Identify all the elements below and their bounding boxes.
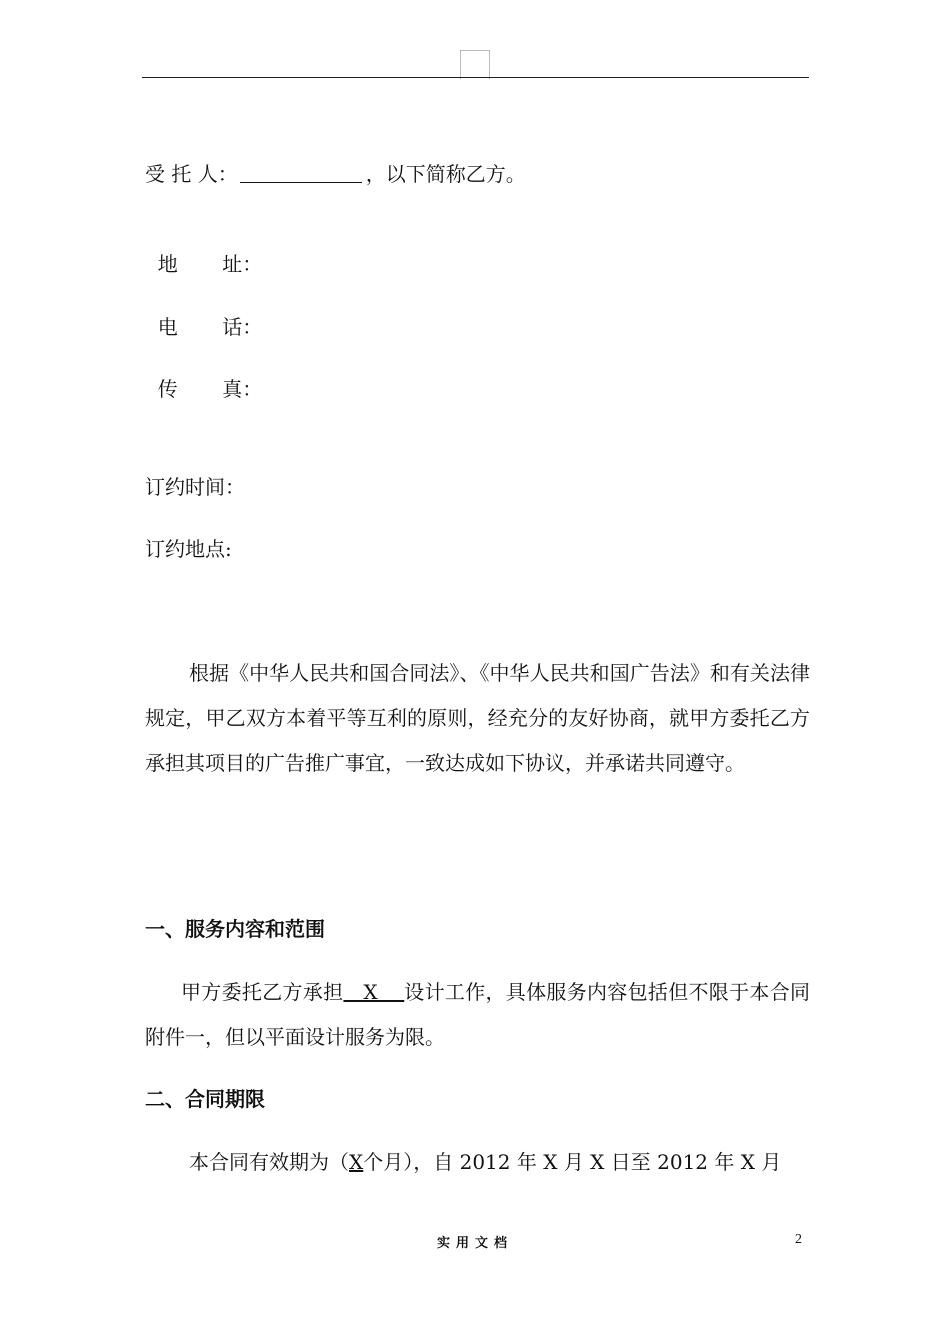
section1-blank: X <box>343 980 405 1004</box>
section1-paragraph <box>145 970 810 1060</box>
trustee-line <box>145 160 526 188</box>
sign-place-label: 订约地点: <box>145 537 232 561</box>
sign-time-label: 订约时间： <box>145 475 245 499</box>
section1-title: 一、服务内容和范围 <box>145 917 325 941</box>
section2-blank: X <box>349 1150 364 1174</box>
header-rule <box>142 77 809 78</box>
phone-line <box>145 285 262 341</box>
section1-text-after: 设计工作，具体服务内容包括但不限于本合同附件一，但以平面设计服务为限。 <box>145 980 811 1049</box>
trustee-label: 受 托 人： <box>145 162 238 186</box>
trustee-blank[interactable] <box>240 162 362 183</box>
fax-line <box>145 347 262 403</box>
section1-text-before: 甲方委托乙方承担 <box>181 980 344 1004</box>
section2-text-after: 个月），自 2012 年 X 月 X 日至 2012 年 X 月 <box>363 1150 782 1174</box>
section2-title: 二、合同期限 <box>145 1087 265 1111</box>
address-line <box>145 222 262 278</box>
fax-label: 传 真： <box>157 377 263 401</box>
trustee-suffix: ，以下简称乙方。 <box>365 162 526 186</box>
sign-time-line <box>145 473 245 501</box>
page-number: 2 <box>795 1232 802 1247</box>
address-label: 地 址： <box>157 252 263 276</box>
intro-paragraph: 根据《中华人民共和国合同法》、《中华人民共和国广告法》和有关法律规定，甲乙双方本着平等互利的原则，经充分的友好协商，就甲方委托乙方承担其项目的广告推广事宜，一致达成如下协议，并承诺共同遵守。 <box>145 661 810 775</box>
section2-text-before: 本合同有效期为（ <box>189 1150 349 1174</box>
header-tab-box <box>460 50 490 79</box>
phone-label: 电 话： <box>157 315 263 339</box>
sign-place-line <box>145 535 232 563</box>
section2-paragraph <box>145 1140 810 1185</box>
footer-label: 实用文档 <box>436 1236 513 1251</box>
